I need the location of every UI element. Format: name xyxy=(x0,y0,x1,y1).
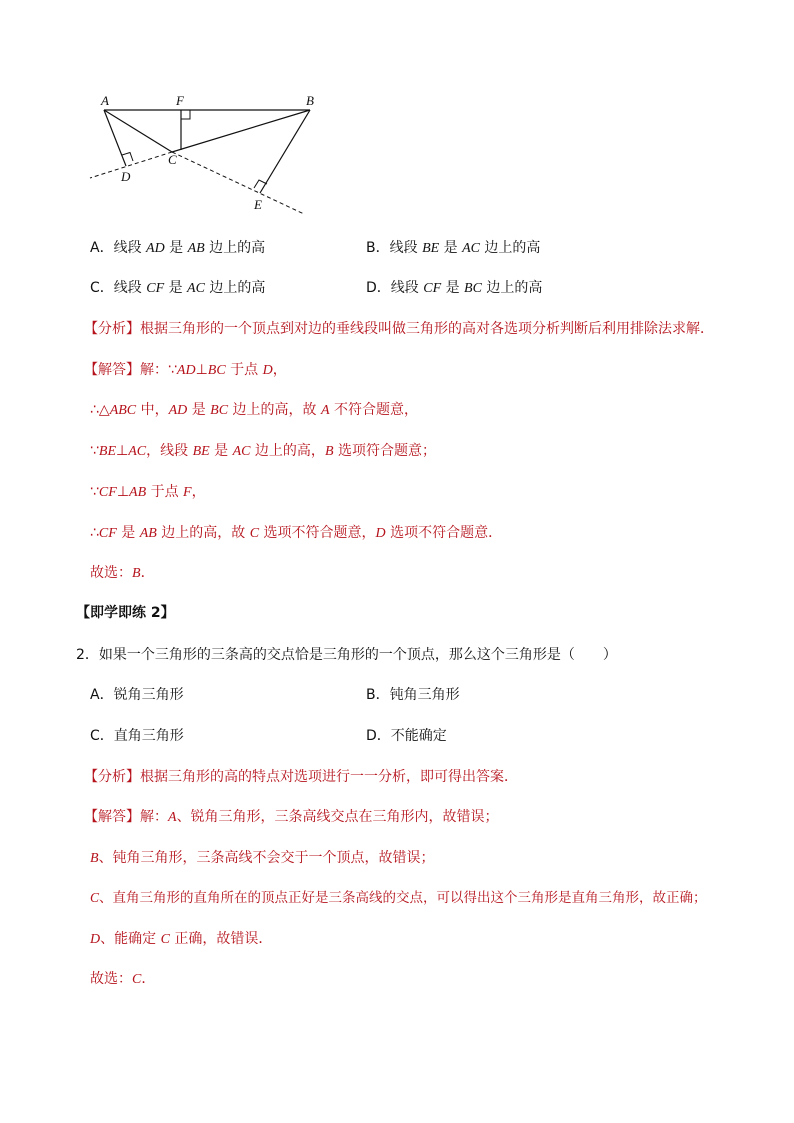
label-b: B xyxy=(306,93,314,108)
label-f: F xyxy=(176,93,184,108)
q1-solution-line-4: ∵CF⊥AB 于点 F， xyxy=(90,484,206,500)
q1-answer: 故选：B． xyxy=(90,565,155,581)
q2-option-d: D．不能确定 xyxy=(366,728,447,744)
section-title: 【即学即练 2】 xyxy=(76,605,175,621)
q1-solution-line-1: 【解答】解：∵AD⊥BC 于点 D， xyxy=(84,362,287,378)
q1-solution-line-2: ∴△ABC 中，AD 是 BC 边上的高，故 A 不符合题意， xyxy=(90,402,418,418)
q2-option-b: B．钝角三角形 xyxy=(366,687,460,703)
q1-solution-line-3: ∵BE⊥AC，线段 BE 是 AC 边上的高，B 选项符合题意； xyxy=(90,443,436,459)
q2-stem: 2．如果一个三角形的三条高的交点恰是三角形的一个顶点，那么这个三角形是（ ） xyxy=(76,647,617,663)
label-e: E xyxy=(254,197,262,212)
q2-option-c: C．直角三角形 xyxy=(90,728,184,744)
label-d: D xyxy=(121,169,131,184)
q1-solution-line-5: ∴CF 是 AB 边上的高，故 C 选项不符合题意，D 选项不符合题意． xyxy=(90,525,503,541)
segment-ad xyxy=(104,110,126,166)
label-c: C xyxy=(168,152,177,167)
q1-option-a: A．线段 AD 是 AB 边上的高 xyxy=(90,240,266,256)
q2-answer: 故选：C． xyxy=(90,971,156,987)
q2-analysis: 【分析】根据三角形的高的特点对选项进行一一分析，即可得出答案． xyxy=(84,769,518,785)
q2-solution-line-4: D、能确定 C 正确，故错误． xyxy=(90,931,273,947)
q2-solution-line-3: C、直角三角形的直角所在的顶点正好是三条高线的交点，可以得出这个三角形是直角三角形，故正确； xyxy=(90,890,707,906)
q1-option-d: D．线段 CF 是 BC 边上的高 xyxy=(366,280,543,296)
q1-analysis: 【分析】根据三角形的一个顶点到对边的垂线段叫做三角形的高对各选项分析判断后利用排除法求解． xyxy=(84,321,714,337)
q1-option-c: C．线段 CF 是 AC 边上的高 xyxy=(90,280,266,296)
label-a: A xyxy=(101,93,109,108)
q2-solution-line-1: 【解答】解：A、锐角三角形，三条高线交点在三角形内，故错误； xyxy=(84,809,499,825)
triangle-figure xyxy=(80,88,320,223)
segment-bc xyxy=(172,110,310,152)
q2-solution-line-2: B、钝角三角形，三条高线不会交于一个顶点，故错误； xyxy=(90,850,435,866)
right-angle-f xyxy=(181,110,190,119)
segment-ac xyxy=(104,110,172,152)
q1-option-b: B．线段 BE 是 AC 边上的高 xyxy=(366,240,541,256)
q2-option-a: A．锐角三角形 xyxy=(90,687,184,703)
extension-ce xyxy=(172,152,304,214)
